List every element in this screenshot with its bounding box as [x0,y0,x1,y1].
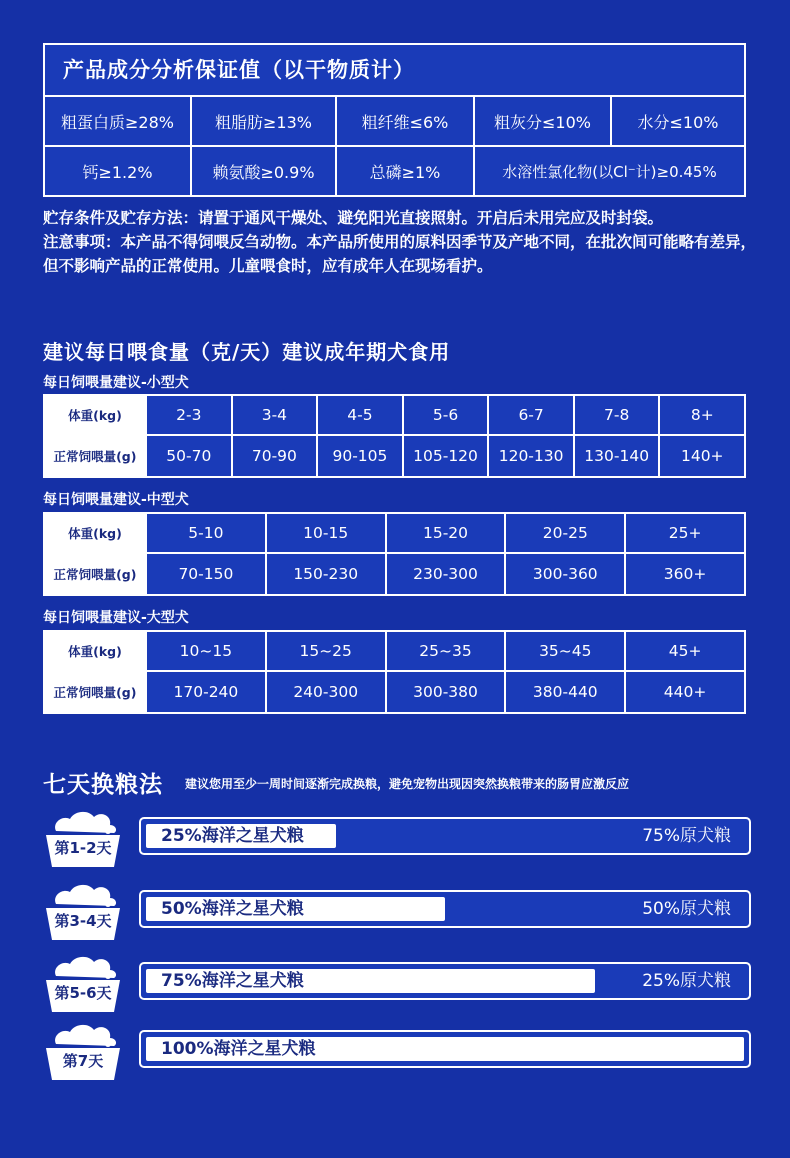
amount-cell: 90-105 [316,436,402,476]
weight-row [45,514,744,552]
step-day-label: 第7天 [62,1052,104,1070]
amount-cell: 120-130 [487,436,573,476]
food-bowl-badge [42,805,124,869]
amount-row [45,670,744,712]
weight-cell: 20-25 [504,514,624,552]
new-food-label: 25%海洋之星犬粮 [161,826,304,846]
weight-cell: 10-15 [265,514,385,552]
mix-ratio-bar [139,890,751,928]
weight-row [45,632,744,670]
weight-cell: 6-7 [487,396,573,434]
step-day-label: 第3-4天 [54,912,112,930]
step-day-label: 第5-6天 [54,984,112,1002]
weight-cell: 25+ [624,514,744,552]
new-food-label: 75%海洋之星犬粮 [161,971,304,991]
guaranteed-analysis-table [43,43,746,197]
old-food-label: 25%原犬粮 [642,971,731,991]
new-food-label: 50%海洋之星犬粮 [161,899,304,919]
amount-cell: 380-440 [504,672,624,712]
switch-title: 七天换粮法 [43,772,163,798]
old-food-label: 50%原犬粮 [642,899,731,919]
food-bowl-badge [42,1018,124,1082]
amount-header-line1: 正常 [53,684,79,700]
amount-row [45,552,744,594]
analysis-cell: 赖氨酸≥0.9% [190,147,335,195]
caution-note [43,230,758,278]
new-food-label: 100%海洋之星犬粮 [161,1039,316,1059]
amount-row [45,434,744,476]
amount-header [45,436,145,476]
analysis-cell: 水溶性氯化物(以Cl⁻计)≥0.45% [473,147,744,195]
food-bowl-badge [42,950,124,1014]
amount-header-line2: 饲喂量(g) [78,684,137,700]
storage-note [43,206,758,230]
caution-text: 本产品不得饲喂反刍动物。本产品所使用的原料因季节及产地不同，在批次间可能略有差异，但不影响产品的正常使用。儿童喂食时，应有成年人在现场看护。 [43,233,757,275]
storage-text: 请置于通风干燥处、避免阳光直接照射。开启后未用完应及时封袋。 [198,209,664,227]
mix-ratio-bar [139,962,751,1000]
weight-header: 体重(kg) [45,514,145,552]
amount-cell: 105-120 [402,436,488,476]
medium-dog-table [43,512,746,596]
amount-header [45,554,145,594]
amount-cell: 170-240 [145,672,265,712]
food-bowl-badge [42,878,124,942]
weight-cell: 5-6 [402,396,488,434]
amount-cell: 440+ [624,672,744,712]
weight-cell: 4-5 [316,396,402,434]
amount-cell: 70-150 [145,554,265,594]
amount-header-line2: 饲喂量(g) [78,566,137,582]
weight-cell: 5-10 [145,514,265,552]
small-dog-table [43,394,746,478]
weight-cell: 2-3 [145,396,231,434]
weight-row [45,396,744,434]
weight-cell: 8+ [658,396,744,434]
weight-header: 体重(kg) [45,396,145,434]
analysis-row [45,97,744,145]
analysis-cell: 粗灰分≤10% [473,97,610,145]
amount-cell: 70-90 [231,436,317,476]
amount-cell: 240-300 [265,672,385,712]
weight-cell: 25~35 [385,632,505,670]
amount-header [45,672,145,712]
mix-ratio-bar [139,1030,751,1068]
analysis-cell: 粗脂肪≥13% [190,97,335,145]
amount-cell: 150-230 [265,554,385,594]
amount-cell: 300-380 [385,672,505,712]
analysis-cell: 粗纤维≤6% [335,97,473,145]
weight-cell: 15~25 [265,632,385,670]
switch-description: 建议您用至少一周时间逐渐完成换粮，避免宠物出现因突然换粮带来的肠胃应激反应 [185,777,630,791]
amount-cell: 360+ [624,554,744,594]
weight-cell: 35~45 [504,632,624,670]
notes-block [43,206,758,278]
weight-cell: 45+ [624,632,744,670]
analysis-row [45,145,744,195]
amount-cell: 300-360 [504,554,624,594]
large-dog-subtitle: 每日饲喂量建议-大型犬 [43,610,189,626]
analysis-cell: 总磷≥1% [335,147,473,195]
caution-label: 注意事项： [43,233,121,251]
analysis-cell: 粗蛋白质≥28% [61,112,174,132]
medium-dog-subtitle: 每日饲喂量建议-中型犬 [43,492,189,508]
feeding-title: 建议每日喂食量（克/天）建议成年期犬食用 [43,340,451,364]
large-dog-table [43,630,746,714]
amount-cell: 230-300 [385,554,505,594]
old-food-label: 75%原犬粮 [642,826,731,846]
weight-header: 体重(kg) [45,632,145,670]
amount-cell: 50-70 [145,436,231,476]
amount-cell: 140+ [658,436,744,476]
amount-header-line2: 饲喂量(g) [78,448,137,464]
amount-cell: 130-140 [573,436,659,476]
amount-header-line1: 正常 [53,566,79,582]
small-dog-subtitle: 每日饲喂量建议-小型犬 [43,375,189,391]
weight-cell: 15-20 [385,514,505,552]
amount-header-line1: 正常 [53,448,79,464]
weight-cell: 3-4 [231,396,317,434]
weight-cell: 7-8 [573,396,659,434]
analysis-title: 产品成分分析保证值（以干物质计） [45,45,744,97]
analysis-cell: 钙≥1.2% [82,162,153,182]
storage-label: 贮存条件及贮存方法： [43,209,199,227]
mix-ratio-bar [139,817,751,855]
analysis-cell: 水分≤10% [610,97,744,145]
weight-cell: 10~15 [145,632,265,670]
step-day-label: 第1-2天 [54,839,112,857]
